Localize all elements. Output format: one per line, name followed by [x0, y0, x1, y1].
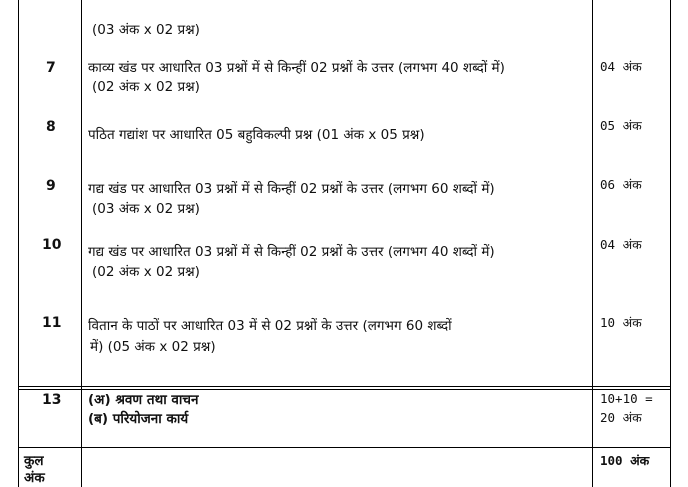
table-border-right	[670, 0, 671, 487]
question-marks: 06 अंक	[600, 177, 642, 192]
row-divider-3	[18, 447, 671, 448]
question-desc-line1: काव्य खंड पर आधारित 03 प्रश्नों में से किन्हीं 02 प्रश्नों के उत्तर (लगभग 40 शब्दों में)	[88, 60, 505, 76]
question-marks: 04 अंक	[600, 237, 642, 252]
question-desc-line2: (02 अंक x 02 प्रश्न)	[92, 79, 200, 95]
question-marks-total: 20 अंक	[600, 410, 642, 425]
question-number: 11	[42, 315, 62, 331]
question-number: 10	[42, 237, 62, 253]
activity-listening-speaking: (अ) श्रवण तथा वाचन	[88, 392, 199, 408]
question-marks: 05 अंक	[600, 118, 642, 133]
total-marks: 100 अंक	[600, 453, 650, 468]
total-label-2: अंक	[24, 470, 45, 486]
total-label: कुल	[24, 453, 44, 469]
column-divider-1	[81, 0, 82, 487]
question-desc-line1: वितान के पाठों पर आधारित 03 में से 02 प्रश्नों के उत्तर (लगभग 60 शब्दों	[88, 318, 452, 334]
question-number: 7	[46, 60, 56, 76]
column-divider-2	[592, 0, 593, 487]
question-marks: 10 अंक	[600, 315, 642, 330]
question-desc-line2: में) (05 अंक x 02 प्रश्न)	[90, 339, 216, 355]
row-divider-1	[18, 386, 671, 387]
question-desc-line1: पठित गद्यांश पर आधारित 05 बहुविकल्पी प्रश्न (01 अंक x 05 प्रश्न)	[88, 127, 425, 143]
question-number: 8	[46, 119, 56, 135]
question-number: 13	[42, 392, 62, 408]
question-desc-line2: (02 अंक x 02 प्रश्न)	[92, 264, 200, 280]
question-desc-line1: गद्य खंड पर आधारित 03 प्रश्नों में से किन्हीं 02 प्रश्नों के उत्तर (लगभग 40 शब्दों में)	[88, 244, 495, 260]
question-desc-line2: (03 अंक x 02 प्रश्न)	[92, 22, 200, 38]
question-desc-line2: (03 अंक x 02 प्रश्न)	[92, 201, 200, 217]
question-marks: 10+10 =	[600, 391, 653, 406]
question-number: 9	[46, 178, 56, 194]
table-border-left	[18, 0, 19, 487]
question-marks: 04 अंक	[600, 59, 642, 74]
activity-project-work: (ब) परियोजना कार्य	[88, 411, 189, 427]
row-divider-2	[18, 389, 671, 390]
question-desc-line1: गद्य खंड पर आधारित 03 प्रश्नों में से किन्हीं 02 प्रश्नों के उत्तर (लगभग 60 शब्दों में)	[88, 181, 495, 197]
